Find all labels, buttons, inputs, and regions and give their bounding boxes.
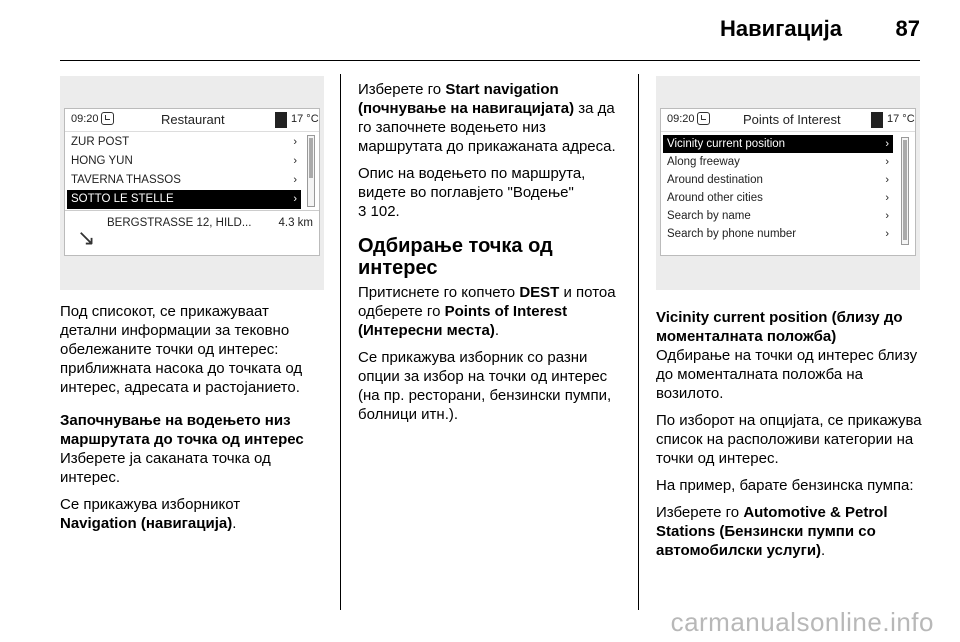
screen-time: 09:20 (667, 113, 695, 125)
chevron-right-icon: › (293, 155, 297, 167)
chevron-right-icon: › (885, 138, 889, 150)
poi-screenshot-frame (656, 76, 920, 290)
list-item[interactable]: TAVERNA THASSOS › (67, 171, 301, 190)
list-item[interactable]: Around destination › (663, 171, 893, 189)
subheading: Vicinity current position (близу до моменталната положба) (656, 309, 903, 345)
column-divider-1 (340, 74, 341, 610)
restaurant-screenshot-frame (60, 76, 324, 290)
thermometer-icon (871, 112, 883, 128)
chevron-right-icon: › (293, 174, 297, 186)
column-divider-2 (638, 74, 639, 610)
screen-temperature: 17 °C (291, 113, 319, 125)
chevron-right-icon: › (885, 192, 889, 204)
section-heading: Одбирање точка од интерес (358, 235, 553, 279)
paragraph: Под списокот, се прикажуваат детални информации за тековно обележаните точки од интерес: приближната насока до точката од интерес, адресата и растојанието. (60, 303, 303, 396)
paragraph: Изберете го Automotive & Petrol Stations (Бензински пумпи со автомобилски услуги). (656, 504, 888, 559)
screen-temperature: 17 °C (887, 113, 915, 125)
restaurant-screen (64, 108, 320, 256)
paragraph: Притиснете го копчето DEST и потоа одберете го Points of Interest (Интересни места). (358, 284, 616, 339)
chevron-right-icon: › (293, 136, 297, 148)
scrollbar[interactable] (307, 135, 315, 207)
middle-column-text (358, 80, 628, 432)
page-title: Навигација (720, 16, 842, 41)
scrollbar[interactable] (901, 137, 909, 245)
list-item[interactable]: ZUR POST › (67, 133, 301, 152)
right-column-text (656, 308, 926, 568)
paragraph: Се прикажува изборник со разни опции за избор на точки од интерес (на пр. ресторани, бензински пумпи, болници итн.). (358, 349, 612, 423)
chevron-right-icon: › (885, 228, 889, 240)
list-item-selected[interactable]: Vicinity current position › (663, 135, 893, 153)
screen-status-bar (661, 109, 915, 132)
paragraph: Се прикажува изборникот Navigation (навигација). (60, 496, 241, 532)
list-item[interactable]: HONG YUN › (67, 152, 301, 171)
chevron-right-icon: › (885, 174, 889, 186)
screen-title: Points of Interest (743, 112, 841, 127)
list-item-selected[interactable]: SOTTO LE STELLE › (67, 190, 301, 209)
paragraph: По изборот на опцијата, се прикажува список на расположиви категории на точки од интерес. (656, 412, 922, 467)
chevron-right-icon: › (885, 156, 889, 168)
paragraph: Изберете ја саканата точка од интерес. (60, 450, 271, 486)
screen-title: Restaurant (161, 112, 225, 127)
header-divider (60, 60, 920, 61)
clock-icon (101, 112, 114, 125)
paragraph: Опис на водењето по маршрута, видете во поглавјето "Водење" 3 102. (358, 165, 586, 220)
list-item[interactable]: Search by phone number › (663, 225, 893, 243)
poi-screen (660, 108, 916, 256)
list-item[interactable]: Search by name › (663, 207, 893, 225)
page-number: 87 (895, 16, 920, 41)
scrollbar-thumb[interactable] (309, 138, 313, 178)
poi-address: BERGSTRASSE 12, HILD... (107, 217, 252, 229)
watermark: carmanualsonline.info (670, 607, 934, 637)
page-reference[interactable]: 3 102. (358, 203, 400, 220)
chevron-right-icon: › (293, 193, 297, 205)
direction-arrow-icon: ↘ (77, 225, 96, 250)
chevron-right-icon: › (885, 210, 889, 222)
screen-time: 09:20 (71, 113, 99, 125)
scrollbar-thumb[interactable] (903, 140, 907, 240)
screen-status-bar (65, 109, 319, 132)
poi-distance: 4.3 km (278, 217, 313, 229)
clock-icon (697, 112, 710, 125)
paragraph: Изберете го Start navigation (почнување на навигацијата) за да го започнете водењето низ маршрутата до прикажаната адреса. (358, 81, 616, 155)
paragraph: На пример, барате бензинска пумпа: (656, 477, 914, 494)
left-column-text (60, 302, 328, 541)
list-item[interactable]: Around other cities › (663, 189, 893, 207)
thermometer-icon (275, 112, 287, 128)
poi-details-footer (65, 210, 319, 255)
list-item[interactable]: Along freeway › (663, 153, 893, 171)
subheading: Започнување на водењето низ маршрутата до точка од интерес (60, 412, 304, 448)
paragraph: Одбирање на точки од интерес близу до моменталната положба на возилото. (656, 347, 918, 402)
